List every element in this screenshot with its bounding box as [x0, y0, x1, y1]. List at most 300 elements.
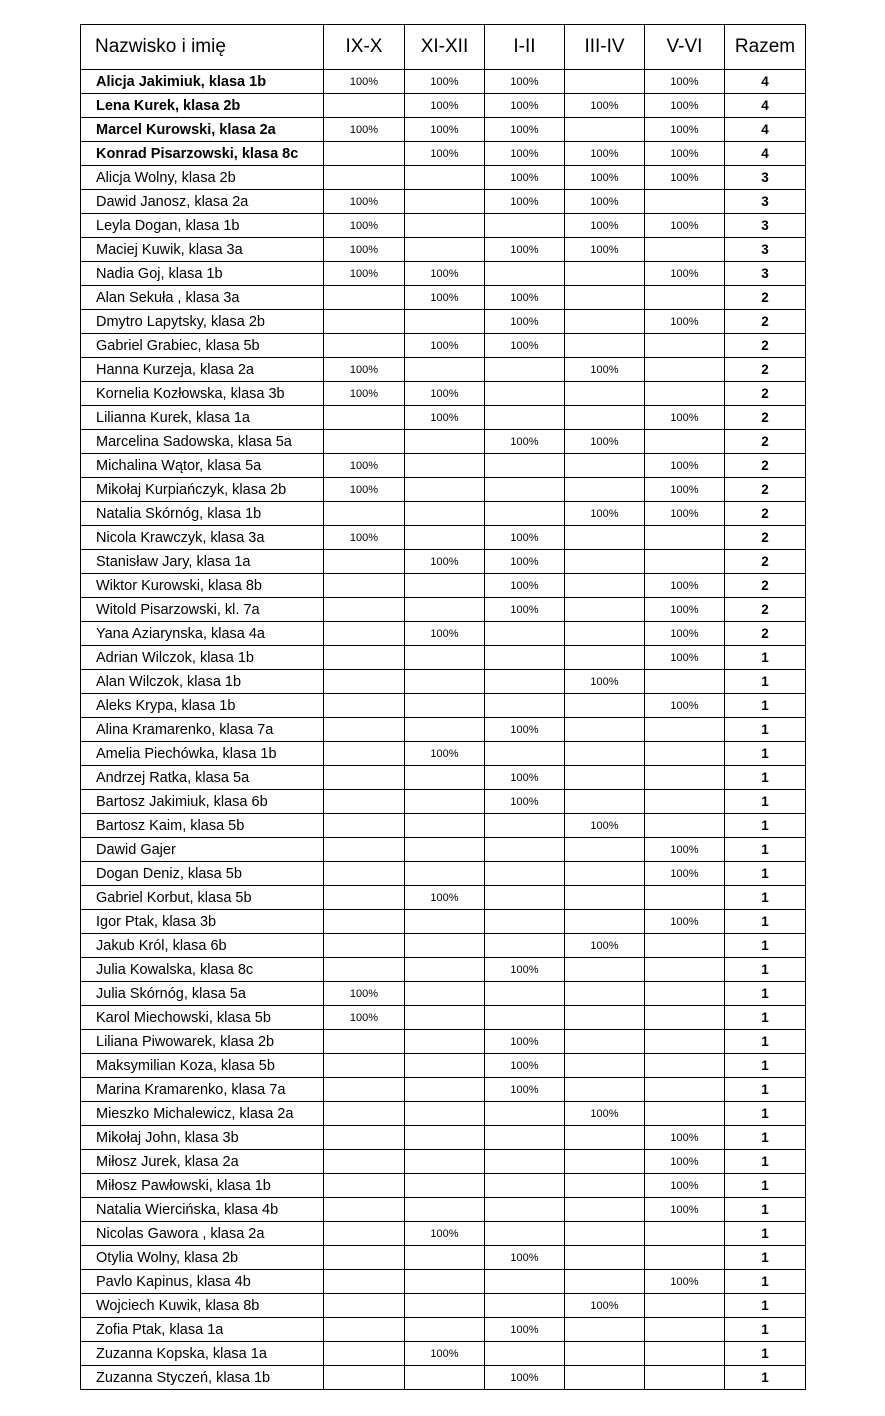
table-row	[81, 670, 806, 694]
score-cell: 100%	[645, 454, 725, 478]
score-cell: 100%	[645, 142, 725, 166]
score-cell	[565, 574, 645, 598]
score-cell: 100%	[485, 238, 565, 262]
score-cell: 100%	[645, 310, 725, 334]
score-cell	[565, 1078, 645, 1102]
score-cell: 100%	[565, 1294, 645, 1318]
total-cell: 1	[725, 1222, 806, 1246]
score-cell	[324, 1366, 405, 1390]
table-row	[81, 430, 806, 454]
score-cell: 100%	[645, 910, 725, 934]
table-row	[81, 1342, 806, 1366]
student-name: Mieszko Michalewicz, klasa 2a	[81, 1102, 324, 1126]
student-name: Nicola Krawczyk, klasa 3a	[81, 526, 324, 550]
total-cell: 1	[725, 1246, 806, 1270]
score-cell: 100%	[324, 382, 405, 406]
student-name: Natalia Skórnóg, klasa 1b	[81, 502, 324, 526]
score-cell: 100%	[645, 478, 725, 502]
score-cell	[645, 1054, 725, 1078]
score-cell	[324, 1102, 405, 1126]
score-cell: 100%	[405, 1342, 485, 1366]
score-cell	[485, 382, 565, 406]
student-name: Kornelia Kozłowska, klasa 3b	[81, 382, 324, 406]
score-cell	[565, 262, 645, 286]
total-cell: 4	[725, 70, 806, 94]
table-row	[81, 454, 806, 478]
score-cell	[565, 526, 645, 550]
score-cell	[324, 142, 405, 166]
score-cell	[645, 886, 725, 910]
score-cell: 100%	[645, 118, 725, 142]
score-cell: 100%	[565, 190, 645, 214]
student-name: Maciej Kuwik, klasa 3a	[81, 238, 324, 262]
student-name: Dmytro Lapytsky, klasa 2b	[81, 310, 324, 334]
score-cell: 100%	[485, 1054, 565, 1078]
student-name: Konrad Pisarzowski, klasa 8c	[81, 142, 324, 166]
score-cell: 100%	[324, 982, 405, 1006]
score-cell: 100%	[405, 94, 485, 118]
total-cell: 1	[725, 694, 806, 718]
score-cell	[565, 766, 645, 790]
total-cell: 1	[725, 1102, 806, 1126]
score-cell	[405, 1318, 485, 1342]
score-cell: 100%	[645, 70, 725, 94]
score-cell: 100%	[324, 118, 405, 142]
score-cell: 100%	[324, 454, 405, 478]
score-cell	[565, 646, 645, 670]
student-name: Michalina Wątor, klasa 5a	[81, 454, 324, 478]
score-cell	[645, 1246, 725, 1270]
score-cell	[324, 1342, 405, 1366]
student-name: Gabriel Korbut, klasa 5b	[81, 886, 324, 910]
score-cell: 100%	[485, 1246, 565, 1270]
score-cell: 100%	[485, 118, 565, 142]
student-name: Witold Pisarzowski, kl. 7a	[81, 598, 324, 622]
score-cell: 100%	[485, 766, 565, 790]
total-cell: 3	[725, 262, 806, 286]
score-cell	[485, 1222, 565, 1246]
score-cell: 100%	[485, 166, 565, 190]
total-cell: 2	[725, 358, 806, 382]
score-cell	[324, 646, 405, 670]
score-cell: 100%	[485, 94, 565, 118]
score-cell	[565, 598, 645, 622]
score-cell	[565, 742, 645, 766]
header-row	[81, 25, 806, 70]
score-cell	[645, 1342, 725, 1366]
score-cell	[485, 934, 565, 958]
score-cell: 100%	[405, 406, 485, 430]
score-cell	[405, 982, 485, 1006]
score-cell	[565, 1246, 645, 1270]
student-name: Mikołaj Kurpiańczyk, klasa 2b	[81, 478, 324, 502]
score-cell: 100%	[405, 1222, 485, 1246]
column-header-razem: Razem	[725, 25, 806, 70]
score-cell: 100%	[645, 574, 725, 598]
student-name: Hanna Kurzeja, klasa 2a	[81, 358, 324, 382]
score-cell	[485, 646, 565, 670]
table-row	[81, 1102, 806, 1126]
score-cell	[324, 1198, 405, 1222]
total-cell: 2	[725, 310, 806, 334]
score-cell: 100%	[645, 1174, 725, 1198]
table-row	[81, 934, 806, 958]
score-cell	[324, 910, 405, 934]
score-cell	[645, 1366, 725, 1390]
score-cell	[405, 1366, 485, 1390]
score-cell	[645, 1222, 725, 1246]
table-row	[81, 1078, 806, 1102]
score-cell: 100%	[565, 670, 645, 694]
total-cell: 1	[725, 1198, 806, 1222]
score-cell: 100%	[565, 1102, 645, 1126]
score-cell	[485, 502, 565, 526]
score-cell	[485, 694, 565, 718]
total-cell: 1	[725, 718, 806, 742]
score-cell: 100%	[405, 118, 485, 142]
table-row	[81, 118, 806, 142]
table-row	[81, 70, 806, 94]
table-row	[81, 190, 806, 214]
total-cell: 1	[725, 1294, 806, 1318]
score-cell: 100%	[324, 262, 405, 286]
student-name: Marcelina Sadowska, klasa 5a	[81, 430, 324, 454]
score-cell	[485, 1150, 565, 1174]
score-cell	[324, 1054, 405, 1078]
score-cell	[324, 838, 405, 862]
score-cell	[405, 1150, 485, 1174]
score-cell	[405, 862, 485, 886]
score-cell	[324, 286, 405, 310]
table-row	[81, 166, 806, 190]
total-cell: 1	[725, 1030, 806, 1054]
score-cell: 100%	[485, 430, 565, 454]
column-header-v-vi: V-VI	[645, 25, 725, 70]
score-cell	[565, 1006, 645, 1030]
student-name: Alicja Wolny, klasa 2b	[81, 166, 324, 190]
score-cell	[565, 718, 645, 742]
table-row	[81, 694, 806, 718]
score-cell: 100%	[645, 622, 725, 646]
score-cell: 100%	[485, 334, 565, 358]
score-cell	[565, 1342, 645, 1366]
table-row	[81, 550, 806, 574]
score-cell	[485, 358, 565, 382]
score-cell	[645, 766, 725, 790]
score-cell	[324, 1246, 405, 1270]
table-row	[81, 286, 806, 310]
score-cell	[405, 1246, 485, 1270]
score-cell: 100%	[405, 886, 485, 910]
table-body	[81, 70, 806, 1390]
score-cell	[565, 382, 645, 406]
student-name: Adrian Wilczok, klasa 1b	[81, 646, 324, 670]
score-cell	[485, 910, 565, 934]
score-cell	[645, 1294, 725, 1318]
student-name: Zuzanna Styczeń, klasa 1b	[81, 1366, 324, 1390]
score-cell	[485, 886, 565, 910]
table-row	[81, 1006, 806, 1030]
score-cell: 100%	[405, 334, 485, 358]
score-cell	[324, 310, 405, 334]
score-cell: 100%	[324, 70, 405, 94]
student-name: Amelia Piechówka, klasa 1b	[81, 742, 324, 766]
table-row	[81, 526, 806, 550]
score-cell	[405, 694, 485, 718]
score-cell	[324, 622, 405, 646]
score-cell	[485, 1270, 565, 1294]
score-cell: 100%	[645, 214, 725, 238]
score-cell: 100%	[565, 214, 645, 238]
table-row	[81, 1246, 806, 1270]
score-cell	[324, 814, 405, 838]
score-cell	[405, 454, 485, 478]
student-name: Lena Kurek, klasa 2b	[81, 94, 324, 118]
score-cell	[324, 862, 405, 886]
student-name: Zuzanna Kopska, klasa 1a	[81, 1342, 324, 1366]
score-cell: 100%	[485, 526, 565, 550]
student-name: Stanisław Jary, klasa 1a	[81, 550, 324, 574]
score-cell: 100%	[485, 718, 565, 742]
student-name: Dawid Gajer	[81, 838, 324, 862]
score-cell	[324, 1030, 405, 1054]
total-cell: 1	[725, 1054, 806, 1078]
total-cell: 2	[725, 622, 806, 646]
student-name: Alicja Jakimiuk, klasa 1b	[81, 70, 324, 94]
student-name: Miłosz Pawłowski, klasa 1b	[81, 1174, 324, 1198]
student-name: Marcel Kurowski, klasa 2a	[81, 118, 324, 142]
score-cell: 100%	[485, 1318, 565, 1342]
score-cell	[645, 790, 725, 814]
score-cell	[405, 718, 485, 742]
score-cell	[324, 598, 405, 622]
score-cell: 100%	[405, 550, 485, 574]
student-name: Maksymilian Koza, klasa 5b	[81, 1054, 324, 1078]
total-cell: 2	[725, 574, 806, 598]
table-row	[81, 1222, 806, 1246]
score-cell	[645, 1030, 725, 1054]
student-name: Lilianna Kurek, klasa 1a	[81, 406, 324, 430]
table-row	[81, 334, 806, 358]
score-cell	[405, 214, 485, 238]
total-cell: 1	[725, 1150, 806, 1174]
score-cell	[485, 262, 565, 286]
score-cell: 100%	[485, 190, 565, 214]
table-row	[81, 622, 806, 646]
table-row	[81, 358, 806, 382]
table-row	[81, 886, 806, 910]
score-cell: 100%	[645, 598, 725, 622]
score-cell: 100%	[485, 310, 565, 334]
score-cell	[565, 118, 645, 142]
total-cell: 1	[725, 958, 806, 982]
score-cell	[645, 334, 725, 358]
total-cell: 3	[725, 214, 806, 238]
score-cell	[565, 838, 645, 862]
score-cell	[324, 742, 405, 766]
total-cell: 1	[725, 862, 806, 886]
student-name: Alina Kramarenko, klasa 7a	[81, 718, 324, 742]
total-cell: 2	[725, 406, 806, 430]
score-cell	[405, 574, 485, 598]
student-name: Liliana Piwowarek, klasa 2b	[81, 1030, 324, 1054]
table-row	[81, 598, 806, 622]
table-row	[81, 814, 806, 838]
score-cell	[405, 1006, 485, 1030]
score-cell	[565, 910, 645, 934]
score-cell	[645, 238, 725, 262]
score-cell: 100%	[485, 142, 565, 166]
total-cell: 2	[725, 382, 806, 406]
score-cell	[324, 790, 405, 814]
total-cell: 2	[725, 598, 806, 622]
total-cell: 1	[725, 670, 806, 694]
score-cell: 100%	[324, 190, 405, 214]
score-cell	[565, 334, 645, 358]
score-cell	[645, 550, 725, 574]
total-cell: 3	[725, 166, 806, 190]
student-name: Andrzej Ratka, klasa 5a	[81, 766, 324, 790]
score-cell: 100%	[485, 70, 565, 94]
score-cell	[405, 1126, 485, 1150]
score-cell	[405, 358, 485, 382]
score-cell: 100%	[405, 142, 485, 166]
score-cell: 100%	[645, 646, 725, 670]
table-row	[81, 1318, 806, 1342]
total-cell: 4	[725, 142, 806, 166]
student-name: Jakub Król, klasa 6b	[81, 934, 324, 958]
student-name: Dawid Janosz, klasa 2a	[81, 190, 324, 214]
score-cell	[405, 1030, 485, 1054]
score-cell	[485, 1198, 565, 1222]
score-cell	[485, 670, 565, 694]
score-cell	[485, 1174, 565, 1198]
score-cell	[645, 670, 725, 694]
table-row	[81, 1270, 806, 1294]
score-cell: 100%	[485, 574, 565, 598]
table-row	[81, 1030, 806, 1054]
score-cell	[645, 430, 725, 454]
total-cell: 1	[725, 1270, 806, 1294]
total-cell: 1	[725, 886, 806, 910]
score-cell	[645, 934, 725, 958]
table-row	[81, 238, 806, 262]
score-cell	[485, 1102, 565, 1126]
student-name: Alan Sekuła , klasa 3a	[81, 286, 324, 310]
score-cell	[405, 238, 485, 262]
score-cell	[645, 1006, 725, 1030]
score-cell	[405, 598, 485, 622]
total-cell: 1	[725, 982, 806, 1006]
table-row	[81, 1126, 806, 1150]
score-cell	[485, 214, 565, 238]
attendance-table	[80, 24, 806, 1390]
score-cell: 100%	[565, 934, 645, 958]
table-row	[81, 310, 806, 334]
score-cell	[645, 718, 725, 742]
score-cell	[405, 478, 485, 502]
score-cell	[324, 550, 405, 574]
total-cell: 1	[725, 766, 806, 790]
score-cell: 100%	[485, 598, 565, 622]
student-name: Zofia Ptak, klasa 1a	[81, 1318, 324, 1342]
score-cell	[324, 886, 405, 910]
score-cell: 100%	[645, 1198, 725, 1222]
score-cell: 100%	[645, 694, 725, 718]
score-cell: 100%	[565, 166, 645, 190]
score-cell	[565, 286, 645, 310]
table-row	[81, 142, 806, 166]
student-name: Alan Wilczok, klasa 1b	[81, 670, 324, 694]
score-cell: 100%	[485, 1366, 565, 1390]
score-cell	[485, 478, 565, 502]
score-cell	[405, 790, 485, 814]
column-header-name: Nazwisko i imię	[81, 25, 324, 70]
student-name: Aleks Krypa, klasa 1b	[81, 694, 324, 718]
table-row	[81, 94, 806, 118]
student-name: Dogan Deniz, klasa 5b	[81, 862, 324, 886]
score-cell: 100%	[485, 1078, 565, 1102]
score-cell	[485, 622, 565, 646]
score-cell	[565, 886, 645, 910]
total-cell: 2	[725, 334, 806, 358]
total-cell: 1	[725, 1006, 806, 1030]
table-row	[81, 502, 806, 526]
table-row	[81, 478, 806, 502]
score-cell	[324, 1294, 405, 1318]
total-cell: 4	[725, 94, 806, 118]
score-cell	[324, 1078, 405, 1102]
score-cell: 100%	[645, 166, 725, 190]
score-cell	[324, 1222, 405, 1246]
score-cell	[324, 1318, 405, 1342]
score-cell	[645, 526, 725, 550]
table-row	[81, 262, 806, 286]
student-name: Wiktor Kurowski, klasa 8b	[81, 574, 324, 598]
total-cell: 1	[725, 1342, 806, 1366]
score-cell	[645, 958, 725, 982]
score-cell	[645, 982, 725, 1006]
score-cell: 100%	[324, 214, 405, 238]
score-cell	[485, 1342, 565, 1366]
score-cell	[645, 190, 725, 214]
total-cell: 1	[725, 790, 806, 814]
score-cell: 100%	[405, 622, 485, 646]
score-cell	[324, 430, 405, 454]
student-name: Igor Ptak, klasa 3b	[81, 910, 324, 934]
score-cell	[645, 286, 725, 310]
score-cell	[485, 862, 565, 886]
score-cell	[645, 1078, 725, 1102]
score-cell	[324, 1126, 405, 1150]
score-cell	[565, 622, 645, 646]
score-cell	[645, 358, 725, 382]
score-cell	[565, 862, 645, 886]
score-cell	[324, 718, 405, 742]
score-cell: 100%	[324, 1006, 405, 1030]
table-row	[81, 910, 806, 934]
student-name: Gabriel Grabiec, klasa 5b	[81, 334, 324, 358]
score-cell	[485, 1126, 565, 1150]
score-cell	[485, 406, 565, 430]
score-cell	[565, 1198, 645, 1222]
score-cell: 100%	[565, 238, 645, 262]
score-cell	[565, 1030, 645, 1054]
score-cell	[485, 742, 565, 766]
table-row	[81, 1174, 806, 1198]
table-row	[81, 574, 806, 598]
score-cell	[645, 814, 725, 838]
